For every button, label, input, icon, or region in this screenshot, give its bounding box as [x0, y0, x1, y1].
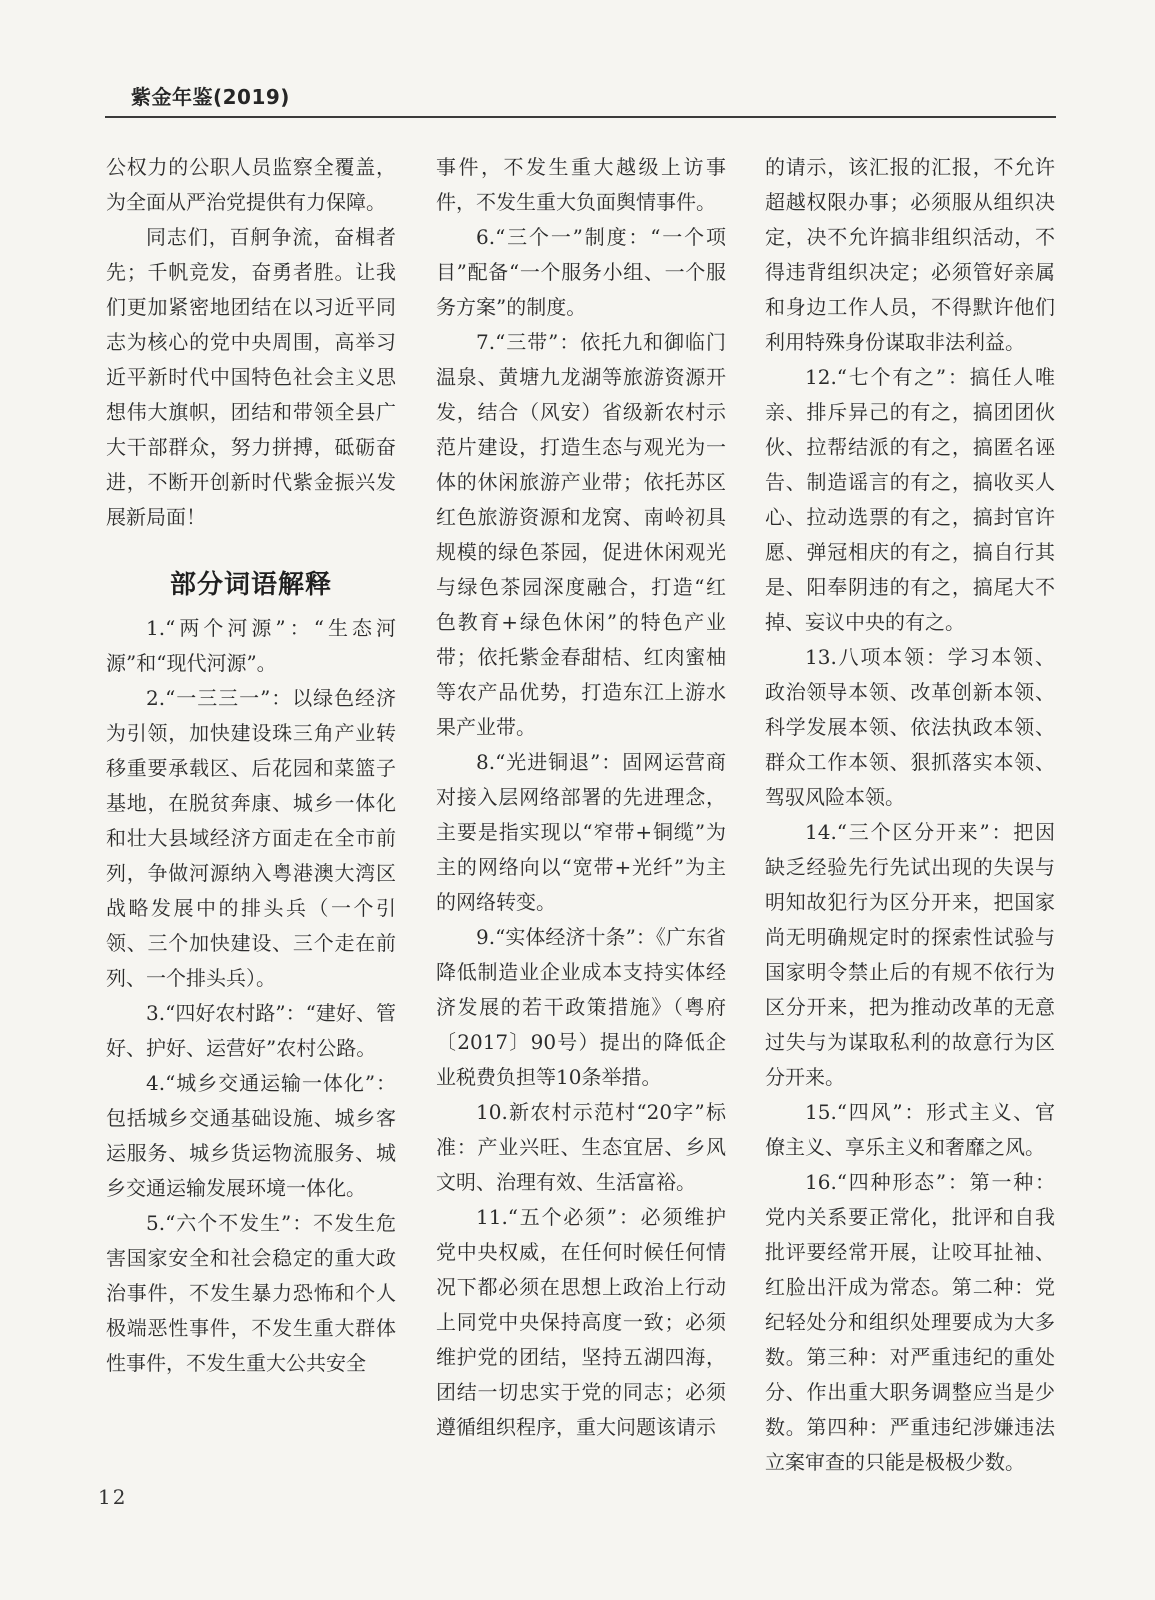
- text-column-3: [765, 150, 1055, 1480]
- continued-paragraph: 公权力的公职人员监察全覆盖，为全面从严治党提供有力保障。: [106, 155, 396, 214]
- term-definition-14: 14.“三个区分开来”：把因缺乏经验先行先试出现的失误与明知故犯行为区分开来，把国家尚无明确规定时的探索性试验与国家明令禁止后的有规不依行为区分开来，把为推动改革的无意过失与为谋取私利的故意行为区分开来。: [765, 820, 1055, 1089]
- continued-paragraph: 事件，不发生重大越级上访事件，不发生重大负面舆情事件。: [436, 155, 726, 214]
- header-rule: [105, 116, 1056, 118]
- term-definition-3: 3.“四好农村路”：“建好、管好、护好、运营好”农村公路。: [106, 1000, 396, 1060]
- yearbook-title: 紫金年鉴(2019): [131, 85, 290, 109]
- text-column-2: [436, 150, 726, 1445]
- text-column-1: [106, 150, 396, 1381]
- term-definition-9: 9.“实体经济十条”：《广东省降低制造业企业成本支持实体经济发展的若干政策措施》（粤府〔2017〕90号）提出的降低企业税费负担等10条举措。: [436, 925, 726, 1089]
- term-definition-15: 15.“四风”：形式主义、官僚主义、享乐主义和奢靡之风。: [765, 1100, 1055, 1159]
- page-number: 12: [98, 1485, 128, 1509]
- term-definition-7: 7.“三带”：依托九和御临门温泉、黄塘九龙湖等旅游资源开发，结合（风安）省级新农村示范片建设，打造生态与观光为一体的休闲旅游产业带；依托苏区红色旅游资源和龙窝、南岭初具规模的绿色茶园，促进休闲观光与绿色茶园深度融合，打造“红色教育+绿色休闲”的特色产业带；依托紫金春甜桔、红肉蜜柚等农产品优势，打造东江上游水果产业带。: [436, 330, 726, 739]
- term-definition-1: 1.“两个河源”：“生态河源”和“现代河源”。: [106, 615, 396, 675]
- term-definition-13: 13.八项本领：学习本领、政治领导本领、改革创新本领、科学发展本领、依法执政本领、群众工作本领、狠抓落实本领、驾驭风险本领。: [765, 645, 1055, 809]
- term-definition-5: 5.“六个不发生”：不发生危害国家安全和社会稳定的重大政治事件，不发生暴力恐怖和个人极端恶性事件，不发生重大群体性事件，不发生重大公共安全: [106, 1210, 396, 1375]
- term-definition-16: 16.“四种形态”：第一种：党内关系要正常化，批评和自我批评要经常开展，让咬耳扯袖、红脸出汗成为常态。第二种：党纪轻处分和组织处理要成为大多数。第三种：对严重违纪的重处分、作出重大职务调整应当是少数。第四种：严重违纪涉嫌违法立案审查的只能是极极少数。: [765, 1170, 1055, 1474]
- term-definition-8: 8.“光进铜退”：固网运营商对接入层网络部署的先进理念，主要是指实现以“窄带+铜缆”为主的网络向以“宽带+光纤”为主的网络转变。: [436, 750, 726, 914]
- continued-paragraph: 的请示，该汇报的汇报，不允许超越权限办事；必须服从组织决定，决不允许搞非组织活动，不得违背组织决定；必须管好亲属和身边工作人员，不得默许他们利用特殊身份谋取非法利益。: [765, 155, 1055, 354]
- section-heading: 部分词语解释: [169, 570, 332, 600]
- term-definition-6: 6.“三个一”制度：“一个项目”配备“一个服务小组、一个服务方案”的制度。: [436, 225, 726, 319]
- term-definition-12: 12.“七个有之”：搞任人唯亲、排斥异己的有之，搞团团伙伙、拉帮结派的有之，搞匿名诬告、制造谣言的有之，搞收买人心、拉动选票的有之，搞封官许愿、弹冠相庆的有之，搞自行其是、阳奉阴违的有之，搞尾大不掉、妄议中央的有之。: [765, 365, 1055, 634]
- closing-paragraph: 同志们，百舸争流，奋楫者先；千帆竞发，奋勇者胜。让我们更加紧密地团结在以习近平同志为核心的党中央周围，高举习近平新时代中国特色社会主义思想伟大旗帜，团结和带领全县广大干部群众，努力拼搏，砥砺奋进，不断开创新时代紫金振兴发展新局面！: [106, 225, 396, 529]
- term-definition-10: 10.新农村示范村“20字”标准：产业兴旺、生态宜居、乡风文明、治理有效、生活富裕。: [436, 1100, 726, 1194]
- term-definition-4: 4.“城乡交通运输一体化”：包括城乡交通基础设施、城乡客运服务、城乡货运物流服务、城乡交通运输发展环境一体化。: [106, 1070, 396, 1200]
- term-definition-11: 11.“五个必须”：必须维护党中央权威，在任何时候任何情况下都必须在思想上政治上行动上同党中央保持高度一致；必须维护党的团结，坚持五湖四海，团结一切忠实于党的同志；必须遵循组织程序，重大问题该请示: [436, 1205, 726, 1439]
- term-definition-2: 2.“一三三一”：以绿色经济为引领，加快建设珠三角产业转移重要承载区、后花园和菜篮子基地，在脱贫奔康、城乡一体化和壮大县域经济方面走在全市前列，争做河源纳入粤港澳大湾区战略发展中的排头兵（一个引领、三个加快建设、三个走在前列、一个排头兵）。: [106, 685, 396, 990]
